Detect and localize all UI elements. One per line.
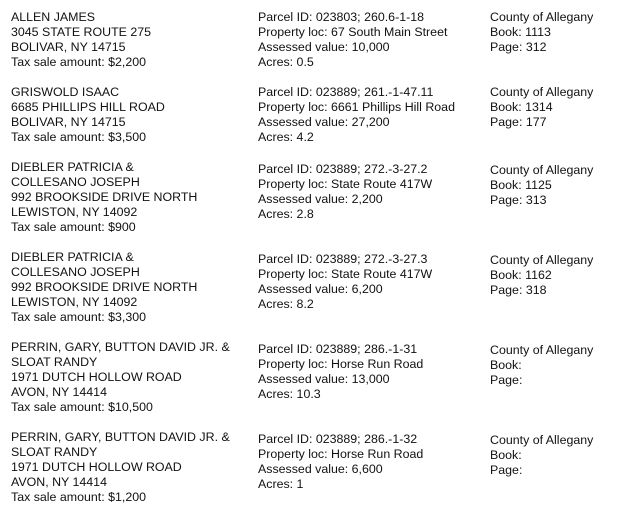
county-block (490, 253, 622, 298)
parcel-block (258, 162, 488, 222)
parcel-line: Assessed value: 6,600 (258, 462, 383, 476)
parcel-line: Acres: 4.2 (258, 130, 314, 144)
owner-line: PERRIN, GARY, BUTTON DAVID JR. & (11, 430, 230, 444)
owner-line: 992 BROOKSIDE DRIVE NORTH (11, 190, 198, 204)
parcel-line: Parcel ID: 023889; 272.-3-27.3 (258, 252, 428, 266)
parcel-block (258, 342, 488, 402)
county-line: Page: (490, 463, 523, 477)
owner-line: COLLESANO JOSEPH (11, 265, 140, 279)
parcel-line: Property loc: 67 South Main Street (258, 25, 448, 39)
county-line: Page: 177 (490, 115, 547, 129)
owner-line: DIEBLER PATRICIA & (11, 250, 134, 264)
owner-line: GRISWOLD ISAAC (11, 85, 120, 99)
owner-line: 1971 DUTCH HOLLOW ROAD (11, 370, 182, 384)
owner-line: BOLIVAR, NY 14715 (11, 115, 126, 129)
county-line: County of Allegany (490, 10, 594, 24)
county-line: Book: 1162 (490, 268, 552, 282)
parcel-line: Property loc: Horse Run Road (258, 447, 424, 461)
county-line: Book: 1125 (490, 178, 552, 192)
parcel-line: Acres: 8.2 (258, 297, 314, 311)
owner-line: Tax sale amount: $1,200 (11, 490, 147, 504)
owner-line: PERRIN, GARY, BUTTON DAVID JR. & (11, 340, 230, 354)
county-block (490, 10, 622, 55)
owner-block (11, 10, 251, 70)
parcel-line: Assessed value: 13,000 (258, 372, 390, 386)
owner-line: ALLEN JAMES (11, 10, 96, 24)
county-line: Page: 313 (490, 193, 547, 207)
parcel-line: Property loc: Horse Run Road (258, 357, 424, 371)
owner-block (11, 340, 251, 415)
owner-line: Tax sale amount: $3,300 (11, 310, 147, 324)
parcel-line: Parcel ID: 023803; 260.6-1-18 (258, 10, 425, 24)
owner-line: DIEBLER PATRICIA & (11, 160, 134, 174)
owner-line: Tax sale amount: $10,500 (11, 400, 153, 414)
county-block (490, 343, 622, 388)
owner-line: AVON, NY 14414 (11, 385, 107, 399)
county-line: Book: 1113 (490, 25, 551, 39)
parcel-line: Acres: 0.5 (258, 55, 314, 69)
county-line: County of Allegany (490, 85, 594, 99)
parcel-block (258, 252, 488, 312)
parcel-line: Assessed value: 27,200 (258, 115, 390, 129)
parcel-line: Assessed value: 10,000 (258, 40, 390, 54)
parcel-line: Property loc: State Route 417W (258, 267, 433, 281)
county-line: Page: (490, 373, 523, 387)
owner-line: Tax sale amount: $2,200 (11, 55, 147, 69)
owner-block (11, 250, 251, 325)
owner-line: Tax sale amount: $900 (11, 220, 136, 234)
parcel-line: Assessed value: 6,200 (258, 282, 383, 296)
parcel-line: Property loc: 6661 Phillips Hill Road (258, 100, 455, 114)
county-block (490, 163, 622, 208)
owner-block (11, 85, 251, 145)
parcel-line: Acres: 2.8 (258, 207, 314, 221)
county-line: Page: 318 (490, 283, 547, 297)
owner-line: LEWISTON, NY 14092 (11, 205, 138, 219)
county-line: County of Allegany (490, 343, 594, 357)
parcel-line: Acres: 10.3 (258, 387, 321, 401)
owner-block (11, 160, 251, 235)
county-line: County of Allegany (490, 433, 594, 447)
owner-line: Tax sale amount: $3,500 (11, 130, 147, 144)
parcel-block (258, 432, 488, 492)
owner-line: LEWISTON, NY 14092 (11, 295, 138, 309)
parcel-line: Parcel ID: 023889; 261.-1-47.11 (258, 85, 434, 99)
parcel-block (258, 10, 488, 70)
county-line: Book: (490, 358, 522, 372)
county-line: Page: 312 (490, 40, 547, 54)
owner-line: COLLESANO JOSEPH (11, 175, 140, 189)
parcel-block (258, 85, 488, 145)
parcel-line: Parcel ID: 023889; 286.-1-31 (258, 342, 418, 356)
parcel-line: Acres: 1 (258, 477, 304, 491)
owner-line: AVON, NY 14414 (11, 475, 107, 489)
county-line: County of Allegany (490, 163, 594, 177)
owner-line: 3045 STATE ROUTE 275 (11, 25, 152, 39)
owner-line: SLOAT RANDY (11, 445, 98, 459)
county-line: Book: 1314 (490, 100, 553, 114)
parcel-line: Parcel ID: 023889; 272.-3-27.2 (258, 162, 428, 176)
parcel-line: Property loc: State Route 417W (258, 177, 433, 191)
parcel-line: Parcel ID: 023889; 286.-1-32 (258, 432, 418, 446)
owner-line: 6685 PHILLIPS HILL ROAD (11, 100, 165, 114)
parcel-line: Assessed value: 2,200 (258, 192, 383, 206)
county-block (490, 433, 622, 478)
county-block (490, 85, 622, 130)
county-line: Book: (490, 448, 522, 462)
county-line: County of Allegany (490, 253, 594, 267)
owner-line: SLOAT RANDY (11, 355, 98, 369)
owner-line: 992 BROOKSIDE DRIVE NORTH (11, 280, 198, 294)
owner-block (11, 430, 251, 505)
owner-line: BOLIVAR, NY 14715 (11, 40, 126, 54)
owner-line: 1971 DUTCH HOLLOW ROAD (11, 460, 182, 474)
